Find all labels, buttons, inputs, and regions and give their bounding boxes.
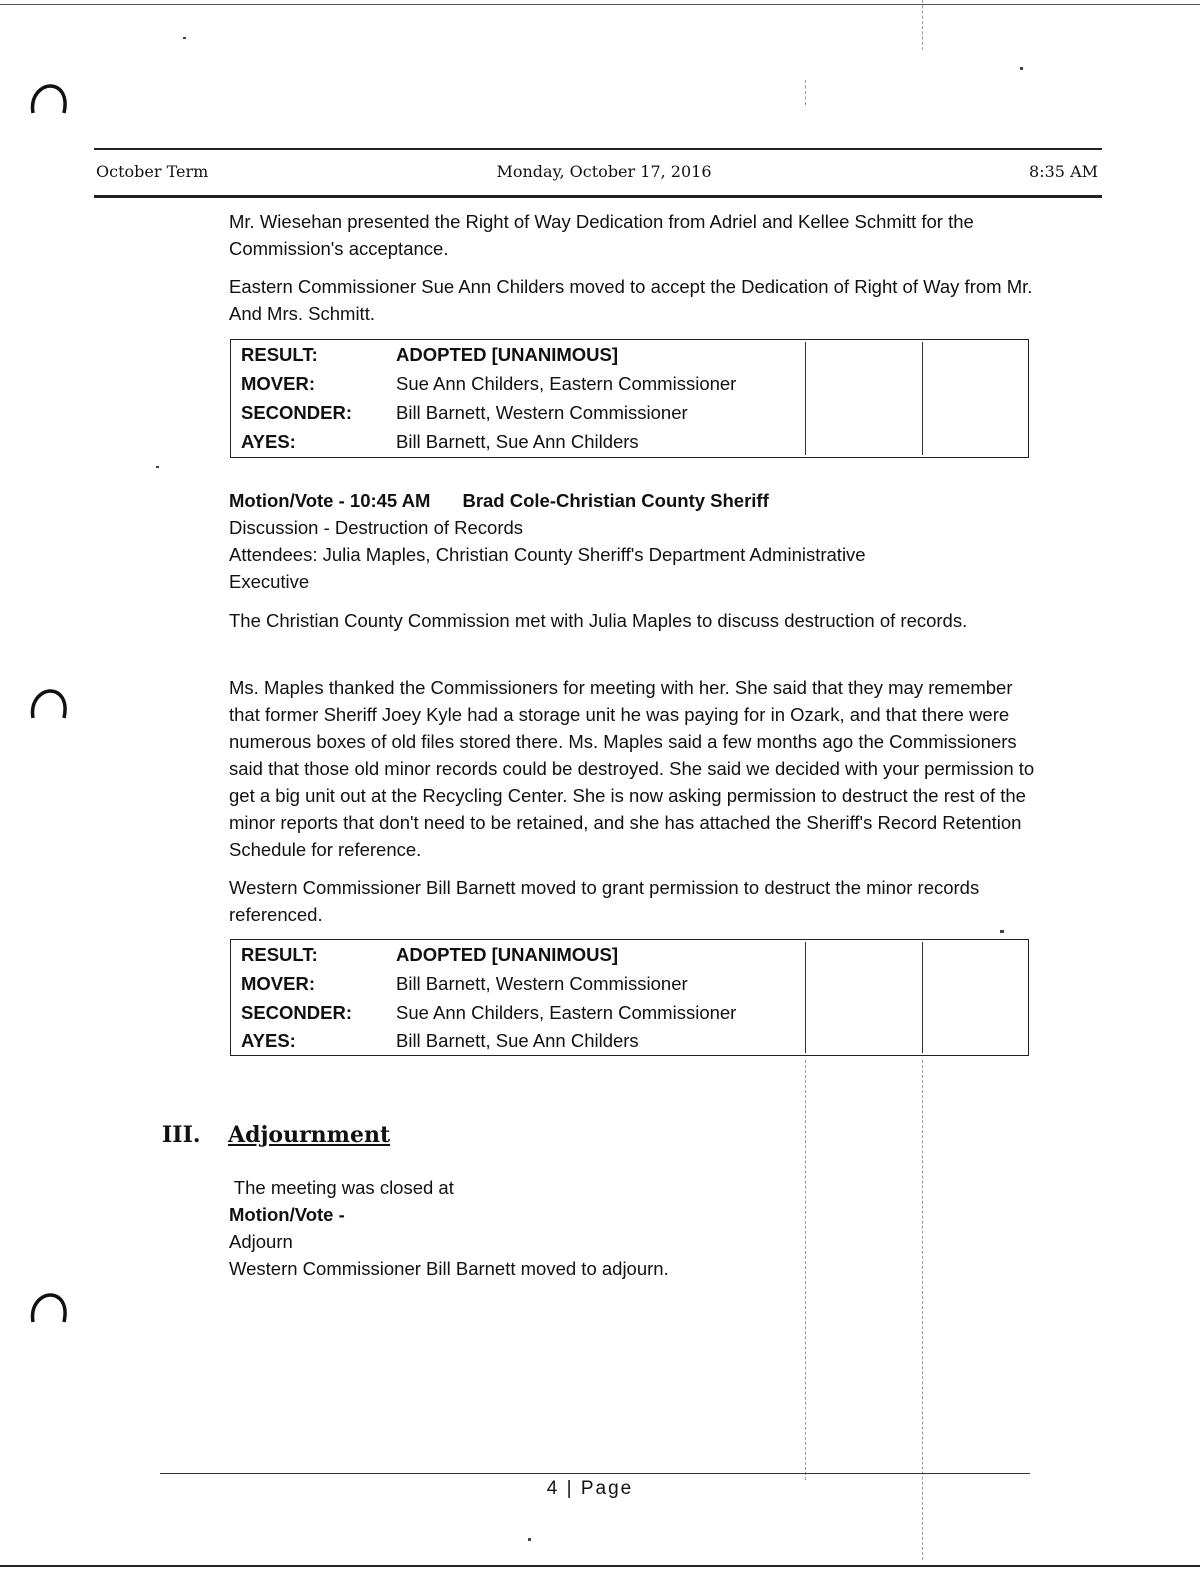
- punch-hole-icon: [28, 83, 68, 117]
- scan-edge-bottom: [0, 1565, 1200, 1567]
- table-divider: [922, 342, 923, 455]
- header-date: Monday, October 17, 2016: [496, 162, 712, 181]
- meeting-closed-line: The meeting was closed at: [229, 1177, 454, 1198]
- header-time: 8:35 AM: [1029, 162, 1098, 181]
- scan-artifact: [805, 80, 806, 105]
- attendees-line: Attendees: Julia Maples, Christian County Sheriff's Department Administrative Executive: [229, 544, 866, 592]
- paragraph-maples: [229, 674, 1039, 863]
- ayes-value: Bill Barnett, Sue Ann Childers: [396, 431, 639, 452]
- mover-label: MOVER:: [241, 973, 315, 994]
- motion-heading-block: [229, 487, 1039, 595]
- ayes-value: Bill Barnett, Sue Ann Childers: [396, 1030, 639, 1051]
- seconder-value: Sue Ann Childers, Eastern Commissioner: [396, 1002, 737, 1023]
- scan-artifact: [1000, 930, 1004, 933]
- paragraph-meeting: [229, 607, 1039, 634]
- section-title: Adjournment: [228, 1122, 391, 1148]
- paragraph-text: Eastern Commissioner Sue Ann Childers moved to accept the Dedication of Right of Way from Mr. And Mrs. Schmitt.: [229, 276, 1033, 324]
- paragraph-text: Mr. Wiesehan presented the Right of Way Dedication from Adriel and Kellee Schmitt for the Commission's acceptance.: [229, 211, 974, 259]
- paragraph-text: The Christian County Commission met with Julia Maples to discuss destruction of records.: [229, 610, 968, 631]
- scan-artifact: [528, 1538, 531, 1541]
- adjourn-motion-heading: Motion/Vote -: [229, 1204, 345, 1225]
- scan-artifact: [156, 466, 159, 468]
- seconder-value: Bill Barnett, Western Commissioner: [396, 402, 688, 423]
- paragraph-motion-1: [229, 273, 1039, 327]
- adjourn-label: Adjourn: [229, 1231, 293, 1252]
- paragraph-motion-2: [229, 874, 1039, 928]
- adjournment-block: [229, 1174, 1039, 1282]
- page-number: 4 | Page: [546, 1478, 634, 1499]
- result-label: RESULT:: [241, 344, 318, 365]
- motion-time: Motion/Vote - 10:45 AM: [229, 490, 431, 511]
- table-divider: [805, 342, 806, 455]
- scan-artifact: [1020, 67, 1023, 70]
- paragraph-text: Ms. Maples thanked the Commissioners for meeting with her. She said that they may remember that former Sheriff Joey Kyle had a storage unit he was paying for in Ozark, and that there were numerous boxes of old files stored there. Ms. Maples said a few months ago the Commissioners said that those old minor records could be destroyed. She said we decided with your permission to get a big unit out at the Recycling Center. She is now asking permission to destruct the rest of the minor reports that don't need to be retained, and she has attached the Sheriff's Record Retention Schedule for reference.: [229, 677, 1035, 860]
- paragraph-text: Western Commissioner Bill Barnett moved to grant permission to destruct the minor records referenced.: [229, 877, 980, 925]
- scan-edge-top: [0, 4, 1200, 5]
- result-label: RESULT:: [241, 944, 318, 965]
- punch-hole-icon: [28, 1292, 68, 1326]
- motion-presenter: Brad Cole-Christian County Sheriff: [462, 490, 769, 511]
- result-value: ADOPTED [UNANIMOUS]: [396, 944, 618, 965]
- ayes-label: AYES:: [241, 431, 296, 452]
- motion-heading: [229, 487, 1039, 514]
- mover-value: Bill Barnett, Western Commissioner: [396, 973, 688, 994]
- seconder-label: SECONDER:: [241, 402, 353, 423]
- mover-value: Sue Ann Childers, Eastern Commissioner: [396, 373, 737, 394]
- ayes-label: AYES:: [241, 1030, 296, 1051]
- footer-rule: [160, 1473, 1030, 1474]
- scan-artifact: [922, 1060, 923, 1560]
- result-value: ADOPTED [UNANIMOUS]: [396, 344, 618, 365]
- vote-result-table: [230, 339, 1029, 458]
- scan-artifact: [922, 0, 923, 50]
- mover-label: MOVER:: [241, 373, 315, 394]
- page-header: [94, 148, 1102, 198]
- paragraph-dedication: [229, 208, 1039, 262]
- scan-artifact: [183, 37, 186, 39]
- section-number: III.: [162, 1122, 201, 1148]
- table-divider: [805, 942, 806, 1053]
- table-divider: [922, 942, 923, 1053]
- discussion-line: Discussion - Destruction of Records: [229, 517, 524, 538]
- adjourn-mover: Western Commissioner Bill Barnett moved to adjourn.: [229, 1258, 669, 1279]
- header-term: October Term: [96, 162, 209, 181]
- punch-hole-icon: [28, 688, 68, 722]
- seconder-label: SECONDER:: [241, 1002, 353, 1023]
- vote-result-table: [230, 939, 1029, 1056]
